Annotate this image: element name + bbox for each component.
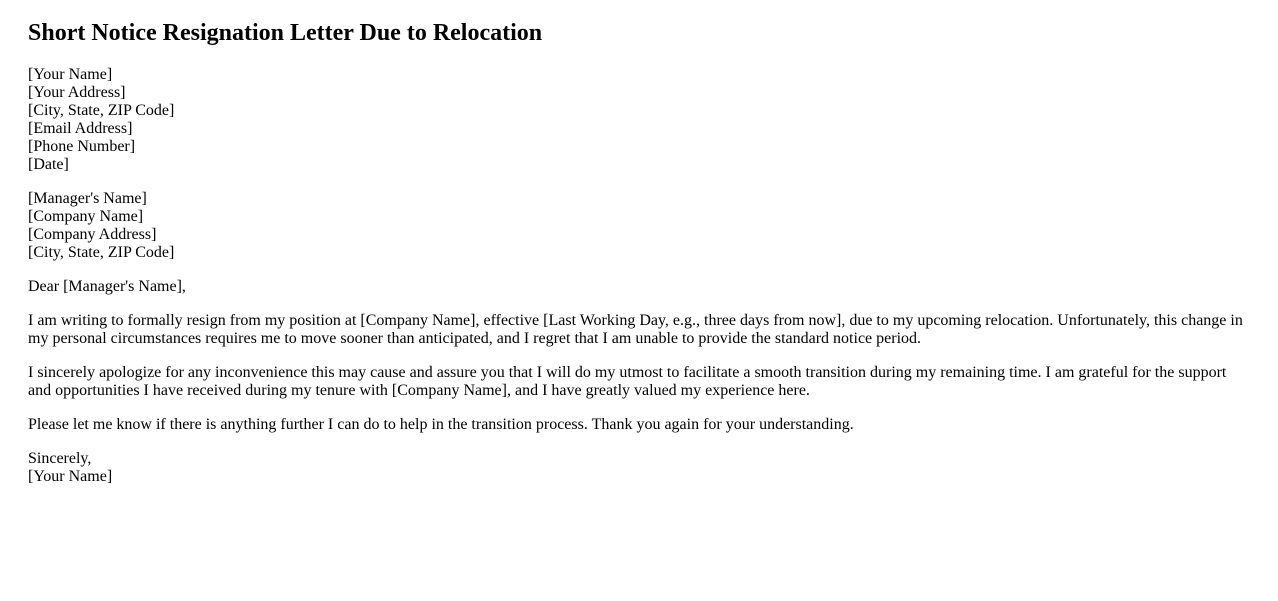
body-paragraph-2: I sincerely apologize for any inconvenience this may cause and assure you that I will do my utmost to facilitate a smooth transition during my remaining time. I am grateful for the support and opportunities I have received during my tenure with [Company Name], and I have greatly valued my experience here. <box>28 364 1227 399</box>
sender-address-line: [Your Address] <box>28 84 126 101</box>
sender-address-block <box>28 66 1250 174</box>
sender-email-line: [Email Address] <box>28 120 133 137</box>
sender-phone-line: [Phone Number] <box>28 138 136 155</box>
closing-signature: [Your Name] <box>28 468 113 485</box>
sender-date-line: [Date] <box>28 156 69 173</box>
recipient-company-line: [Company Name] <box>28 208 144 225</box>
closing-signoff: Sincerely, <box>28 450 92 467</box>
letter-document <box>28 20 1250 486</box>
salutation: Dear [Manager's Name], <box>28 278 186 295</box>
recipient-address-line: [Company Address] <box>28 226 157 243</box>
sender-city-line: [City, State, ZIP Code] <box>28 102 175 119</box>
recipient-name-line: [Manager's Name] <box>28 190 147 207</box>
body-paragraph-1: I am writing to formally resign from my position at [Company Name], effective [Last Working Day, e.g., three days from now], due to my upcoming relocation. Unfortunately, this change in my personal circumstances requires me to move sooner than anticipated, and I regret that I am unable to provide the standard notice period. <box>28 312 1243 347</box>
recipient-address-block <box>28 190 1250 262</box>
closing-block <box>28 450 1250 486</box>
recipient-city-line: [City, State, ZIP Code] <box>28 244 175 261</box>
body-paragraph-3: Please let me know if there is anything further I can do to help in the transition process. Thank you again for your understanding. <box>28 416 854 433</box>
page-title: Short Notice Resignation Letter Due to Relocation <box>28 20 543 46</box>
sender-name-line: [Your Name] <box>28 66 113 83</box>
